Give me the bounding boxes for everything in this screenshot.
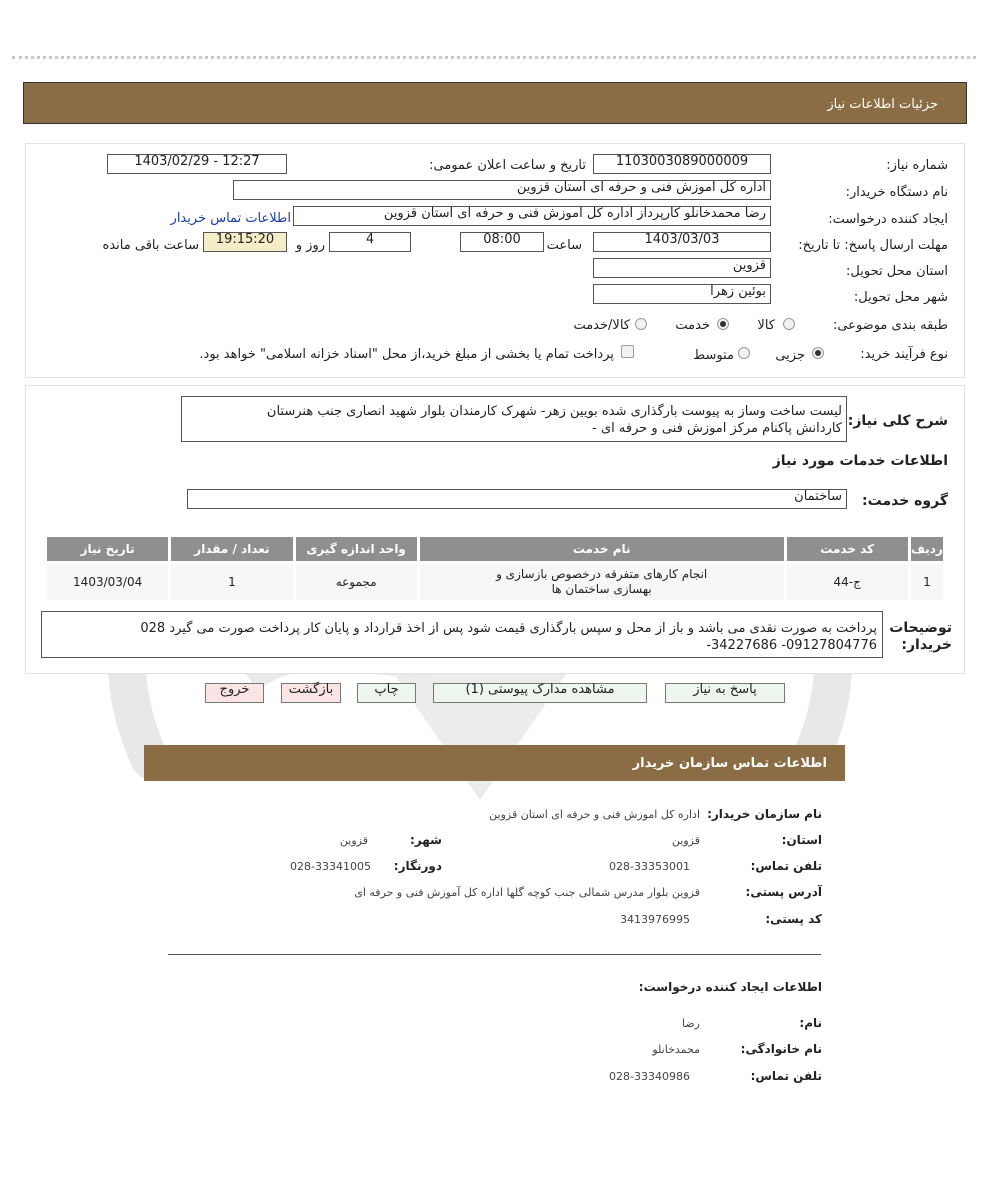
remaining-time-field: 19:15:20: [203, 232, 287, 252]
remaining-label: ساعت باقی مانده: [102, 238, 199, 253]
contact-postal-value: 3413976995: [620, 913, 690, 926]
service-group-field: ساختمان: [187, 489, 847, 509]
treasury-checkbox[interactable]: [621, 345, 634, 358]
col-unit: واحد اندازه گیری: [296, 537, 417, 561]
creator-phone-value: 028-33340986: [609, 1070, 690, 1083]
notes-line-1: پرداخت به صورت نقدی می باشد و باز از محل و سپس بارگذاری قیمت شود پس از اخذ قرارداد و پایان کار پرداخت صورت می گیرد 028: [140, 621, 877, 636]
announce-field: 1403/02/29 - 12:27: [107, 154, 287, 174]
reply-button[interactable]: پاسخ به نیاز: [665, 683, 785, 703]
contact-fax-value: 028-33341005: [290, 860, 371, 873]
deadline-date-field: 1403/03/03: [593, 232, 771, 252]
cell-unit: مجموعه: [296, 564, 417, 600]
category-option-service: خدمت: [675, 318, 710, 333]
province-field: قزوین: [593, 258, 771, 278]
print-button[interactable]: چاپ: [357, 683, 416, 703]
contact-title: اطلاعات تماس سازمان خریدار: [632, 756, 827, 771]
cell-code: ج-44: [787, 564, 908, 600]
process-radio-partial[interactable]: [812, 347, 824, 359]
cell-date: 1403/03/04: [47, 564, 168, 600]
contact-header: [144, 745, 845, 781]
category-radio-goods[interactable]: [783, 318, 795, 330]
process-label: نوع فرآیند خرید:: [860, 347, 948, 362]
contact-org-value: اداره کل اموزش فنی و حرفه ای استان قزوین: [489, 808, 700, 821]
contact-province-value: قزوین: [671, 834, 700, 847]
cell-name-line-2: بهسازی ساختمان ها: [551, 582, 652, 596]
summary-line-1: لیست ساخت وساز به پیوست بارگذاری شده بویین زهر- شهرک کارمندان بلوار شهید انصاری جنب هنرستان: [266, 404, 842, 419]
services-table-header: [47, 537, 943, 561]
deadline-time-label: ساعت: [546, 238, 582, 253]
category-radio-goods-service[interactable]: [635, 318, 647, 330]
need-number-label: شماره نیاز:: [886, 158, 948, 173]
cell-qty: 1: [171, 564, 292, 600]
contact-phone-value: 028-33353001: [609, 860, 690, 873]
cell-name-line-1: انجام کارهای متفرقه درخصوص بازسازی و: [496, 567, 708, 581]
days-field: 4: [329, 232, 411, 252]
deadline-label: مهلت ارسال پاسخ: تا تاریخ:: [798, 238, 948, 253]
notes-label: [889, 620, 952, 654]
back-button[interactable]: بازگشت: [281, 683, 341, 703]
summary-box: [181, 396, 847, 442]
col-row: ردیف: [911, 537, 943, 561]
summary-line-2: کاردانش پاکنام مرکز اموزش فنی و حرفه ای -: [592, 421, 842, 436]
page-title: جزئیات اطلاعات نیاز: [827, 97, 938, 112]
table-row: [47, 564, 943, 600]
buyer-org-field: اداره کل اموزش فنی و حرفه ای استان قزوین: [233, 180, 771, 200]
page-header: [23, 82, 967, 124]
cell-row: 1: [911, 564, 943, 600]
notes-line-2: 09127804776- 34227686-: [706, 638, 877, 653]
process-radio-medium[interactable]: [738, 347, 750, 359]
contact-phone-label: تلفن تماس:: [750, 859, 822, 873]
col-qty: تعداد / مقدار: [171, 537, 292, 561]
top-divider: [12, 56, 976, 59]
notes-label-line-2: خریدار:: [901, 637, 952, 653]
creator-section-title: اطلاعات ایجاد کننده درخواست:: [638, 980, 822, 994]
buyer-contact-link[interactable]: اطلاعات تماس خریدار: [170, 211, 291, 226]
category-option-goods: کالا: [757, 318, 775, 333]
category-radio-service[interactable]: [717, 318, 729, 330]
creator-phone-label: تلفن تماس:: [750, 1069, 822, 1083]
creator-field: رضا محمدخانلو کارپرداز اداره کل اموزش فنی و حرفه ای استان قزوین: [293, 206, 771, 226]
contact-address-value: قزوین بلوار مدرس شمالی جنب کوچه گلها اداره کل آموزش فنی و حرفه ای: [354, 886, 700, 899]
contact-org-label: نام سازمان خریدار:: [707, 807, 822, 821]
summary-label: شرح کلی نیاز:: [847, 413, 948, 429]
process-option-partial: جزیی: [775, 348, 805, 363]
contact-postal-label: کد پستی:: [765, 912, 822, 926]
view-documents-button[interactable]: مشاهده مدارک پیوستی (1): [433, 683, 647, 703]
exit-button[interactable]: خروج: [205, 683, 264, 703]
announce-label: تاریخ و ساعت اعلان عمومی:: [429, 158, 586, 173]
buyer-org-label: نام دستگاه خریدار:: [845, 185, 948, 200]
col-name: نام خدمت: [420, 537, 784, 561]
service-group-label: گروه خدمت:: [862, 493, 948, 509]
creator-family-label: نام خانوادگی:: [740, 1042, 822, 1056]
contact-city-value: قزوین: [339, 834, 368, 847]
notes-box: [41, 611, 883, 658]
cell-name: [420, 564, 784, 600]
days-label: روز و: [295, 238, 325, 253]
contact-city-label: شهر:: [410, 833, 442, 847]
contact-fax-label: دورنگار:: [393, 859, 442, 873]
services-table: [44, 534, 946, 603]
contact-divider: [168, 954, 821, 955]
city-label: شهر محل تحویل:: [853, 290, 948, 305]
province-label: استان محل تحویل:: [846, 264, 948, 279]
category-label: طبقه بندی موضوعی:: [832, 318, 948, 333]
category-option-goods-service: کالا/خدمت: [573, 318, 630, 333]
col-code: کد خدمت: [787, 537, 908, 561]
creator-name-label: نام:: [799, 1016, 822, 1030]
contact-province-label: استان:: [781, 833, 822, 847]
services-title: اطلاعات خدمات مورد نیاز: [772, 453, 948, 469]
creator-family-value: محمدخانلو: [652, 1043, 700, 1056]
city-field: بوئین زهرا: [593, 284, 771, 304]
need-number-field: 1103003089000009: [593, 154, 771, 174]
process-option-medium: متوسط: [693, 348, 734, 363]
col-date: تاریخ نیاز: [47, 537, 168, 561]
need-info-panel: [25, 143, 965, 378]
contact-address-label: آدرس پستی:: [745, 885, 822, 899]
creator-label: ایجاد کننده درخواست:: [828, 212, 948, 227]
payment-note: پرداخت تمام یا بخشی از مبلغ خرید،از محل "اسناد خزانه اسلامی" خواهد بود.: [199, 347, 614, 362]
notes-label-line-1: توضیحات: [889, 620, 952, 636]
creator-name-value: رضا: [681, 1017, 700, 1030]
deadline-time-field: 08:00: [460, 232, 544, 252]
